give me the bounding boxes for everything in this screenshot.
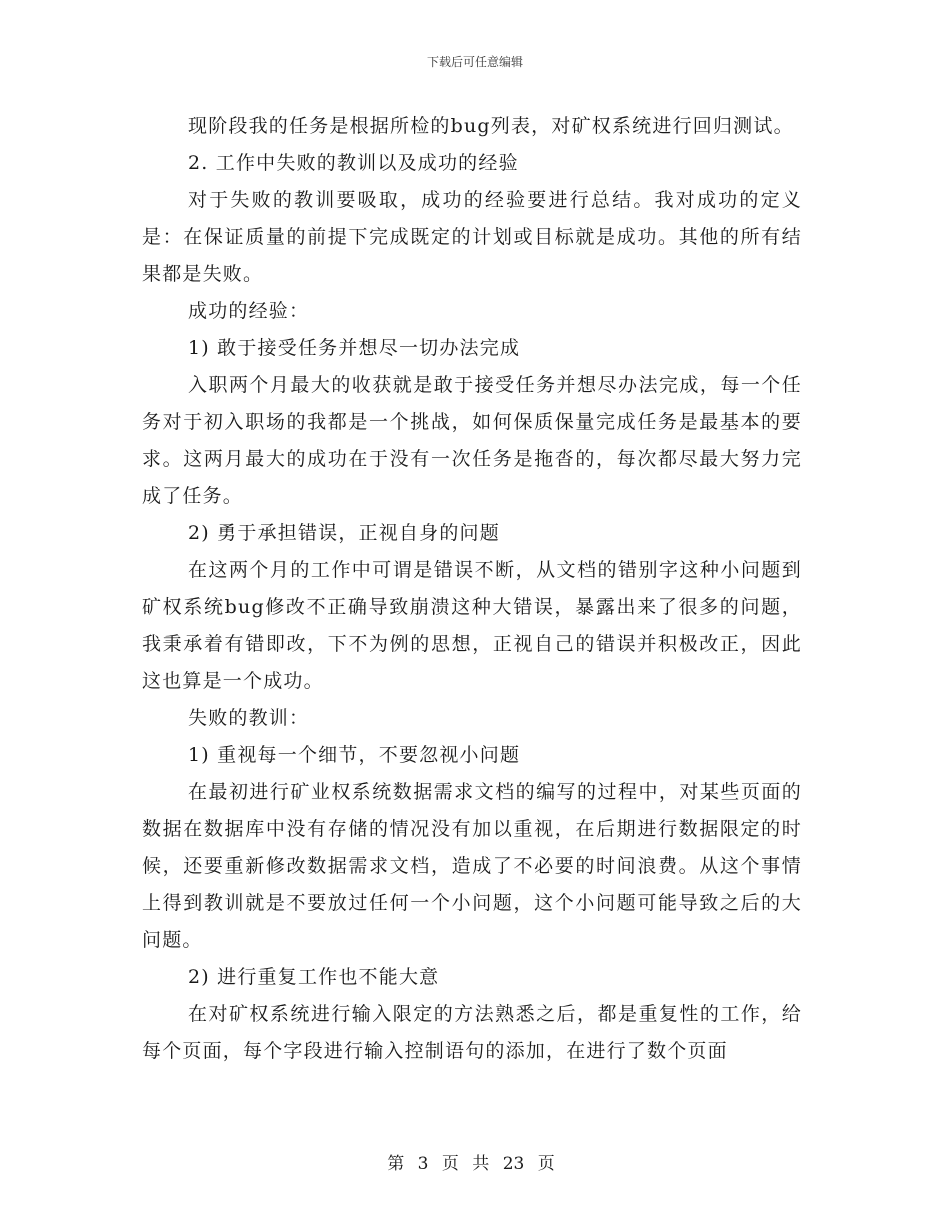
document-body: [142, 108, 802, 1070]
paragraph: 对于失败的教训要吸取，成功的经验要进行总结。我对成功的定义是：在保证质量的前提下完成既定的计划或目标就是成功。其他的所有结果都是失败。: [142, 189, 802, 285]
list-item-heading: 1) 敢于接受任务并想尽一切办法完成: [188, 337, 521, 359]
paragraph: 在这两个月的工作中可谓是错误不断，从文档的错别字这种小问题到矿权系统bug修改不正确导致崩溃这种大错误，暴露出来了很多的问题，我秉承着有错即改，下不为例的思想，正视自己的错误并积极改正，因此这也算是一个成功。: [142, 559, 802, 692]
current-page-number: 3: [417, 1154, 429, 1174]
list-item-heading: 1) 重视每一个细节，不要忽视小问题: [188, 744, 521, 766]
footer-total-label: 共: [472, 1154, 490, 1174]
paragraph: 现阶段我的任务是根据所检的bug列表，对矿权系统进行回归测试。: [188, 115, 794, 137]
list-item-heading: 2) 勇于承担错误，正视自身的问题: [188, 522, 500, 544]
paragraph: 在对矿权系统进行输入限定的方法熟悉之后，都是重复性的工作，给每个页面，每个字段进行输入控制语句的添加，在进行了数个页面: [142, 1003, 802, 1062]
footer-suffix: 页: [537, 1154, 555, 1174]
page-footer: [0, 1152, 950, 1176]
total-page-count: 23: [502, 1154, 525, 1174]
section-heading: 2. 工作中失败的教训以及成功的经验: [188, 152, 519, 174]
footer-prefix: 第: [387, 1154, 405, 1174]
footer-page-label: 页: [441, 1154, 459, 1174]
paragraph: 在最初进行矿业权系统数据需求文档的编写的过程中，对某些页面的数据在数据库中没有存储的情况没有加以重视，在后期进行数据限定的时候，还要重新修改数据需求文档，造成了不必要的时间浪费。从这个事情上得到教训就是不要放过任何一个小问题，这个小问题可能导致之后的大问题。: [142, 781, 802, 951]
paragraph: 入职两个月最大的收获就是敢于接受任务并想尽办法完成，每一个任务对于初入职场的我都是一个挑战，如何保质保量完成任务是最基本的要求。这两月最大的成功在于没有一次任务是拖沓的，每次都尽最大努力完成了任务。: [142, 374, 802, 507]
subheading: 成功的经验：: [188, 300, 310, 322]
subheading: 失败的教训：: [188, 707, 310, 729]
list-item-heading: 2) 进行重复工作也不能大意: [188, 966, 440, 988]
page-header: 下载后可任意编辑: [426, 55, 523, 69]
